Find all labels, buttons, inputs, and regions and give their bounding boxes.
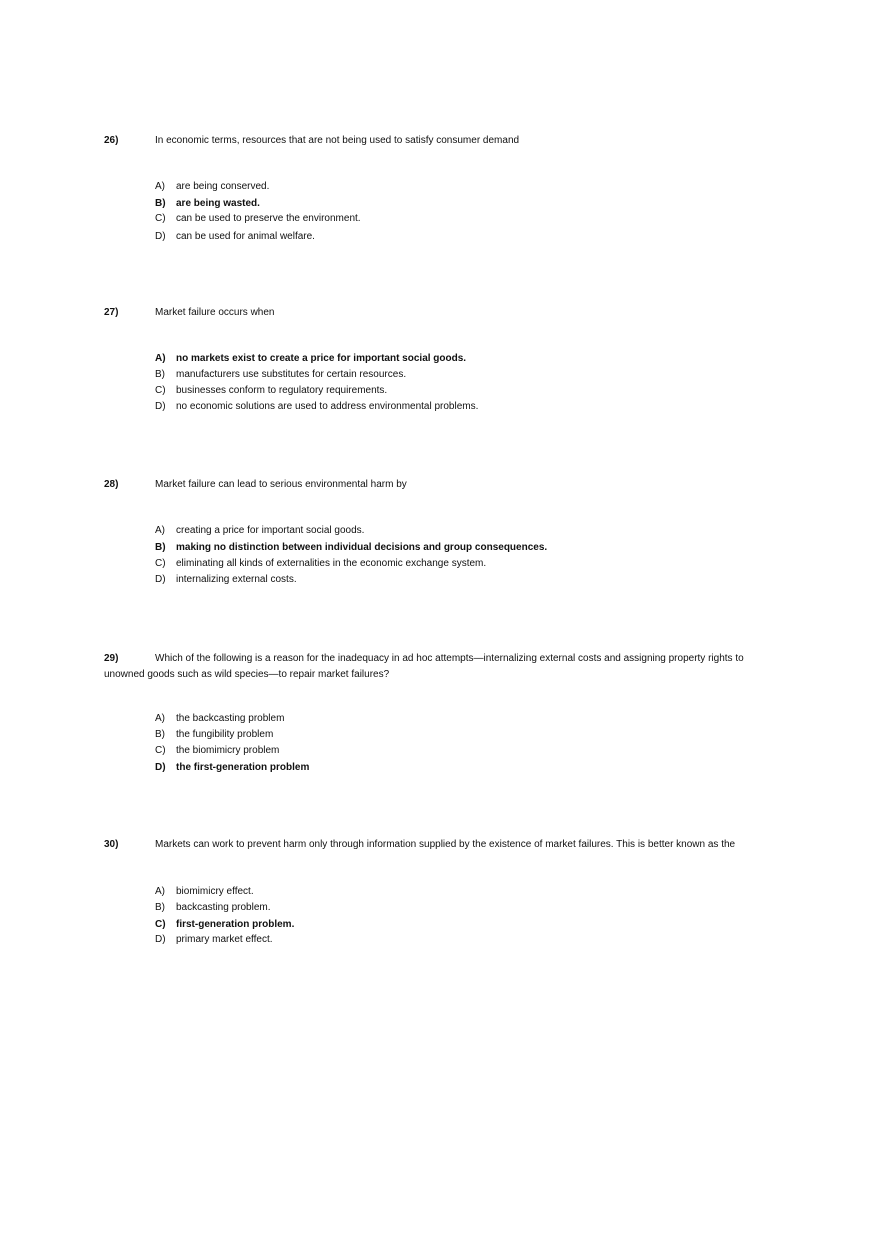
option-c: C) eliminating all kinds of externalities in the economic exchange system.: [155, 558, 487, 569]
question-number: 29): [104, 653, 119, 664]
option-b: B) manufacturers use substitutes for certain resources.: [155, 369, 407, 380]
option-a: A) the backcasting problem: [155, 713, 285, 724]
question-text: In economic terms, resources that are not being used to satisfy consumer demand: [155, 135, 520, 146]
option-c: C) can be used to preserve the environment.: [155, 213, 361, 224]
question-number: 28): [104, 479, 119, 490]
option-d: D) primary market effect.: [155, 934, 273, 945]
option-a: A) biomimicry effect.: [155, 886, 254, 897]
question-text-block: [104, 651, 784, 683]
option-d: D) can be used for animal welfare.: [155, 231, 315, 242]
question-number: 27): [104, 307, 119, 318]
option-a-correct: A) no markets exist to create a price for important social goods.: [155, 353, 467, 364]
option-a: A) are being conserved.: [155, 181, 270, 192]
option-c: C) the biomimicry problem: [155, 745, 280, 756]
option-d-correct: D) the first-generation problem: [155, 762, 310, 773]
option-a: A) creating a price for important social goods.: [155, 525, 365, 536]
question-text: Which of the following is a reason for the inadequacy in ad hoc attempts—internalizing external costs and assigning property rights to unowned goods such as wild species—to repair market failures?: [104, 653, 744, 680]
option-d: D) no economic solutions are used to address environmental problems.: [155, 401, 479, 412]
option-b: B) the fungibility problem: [155, 729, 274, 740]
question-text: Market failure can lead to serious environmental harm by: [155, 479, 407, 490]
option-b-correct: B) are being wasted.: [155, 198, 260, 209]
question-text: Markets can work to prevent harm only through information supplied by the existence of market failures. This is better known as the: [155, 839, 736, 850]
question-number: 30): [104, 839, 119, 850]
option-b-correct: B) making no distinction between individual decisions and group consequences.: [155, 542, 548, 553]
question-number: 26): [104, 135, 119, 146]
option-d: D) internalizing external costs.: [155, 574, 297, 585]
option-b: B) backcasting problem.: [155, 902, 271, 913]
option-c-correct: C) first-generation problem.: [155, 919, 295, 930]
option-c: C) businesses conform to regulatory requirements.: [155, 385, 388, 396]
question-text: Market failure occurs when: [155, 307, 275, 318]
